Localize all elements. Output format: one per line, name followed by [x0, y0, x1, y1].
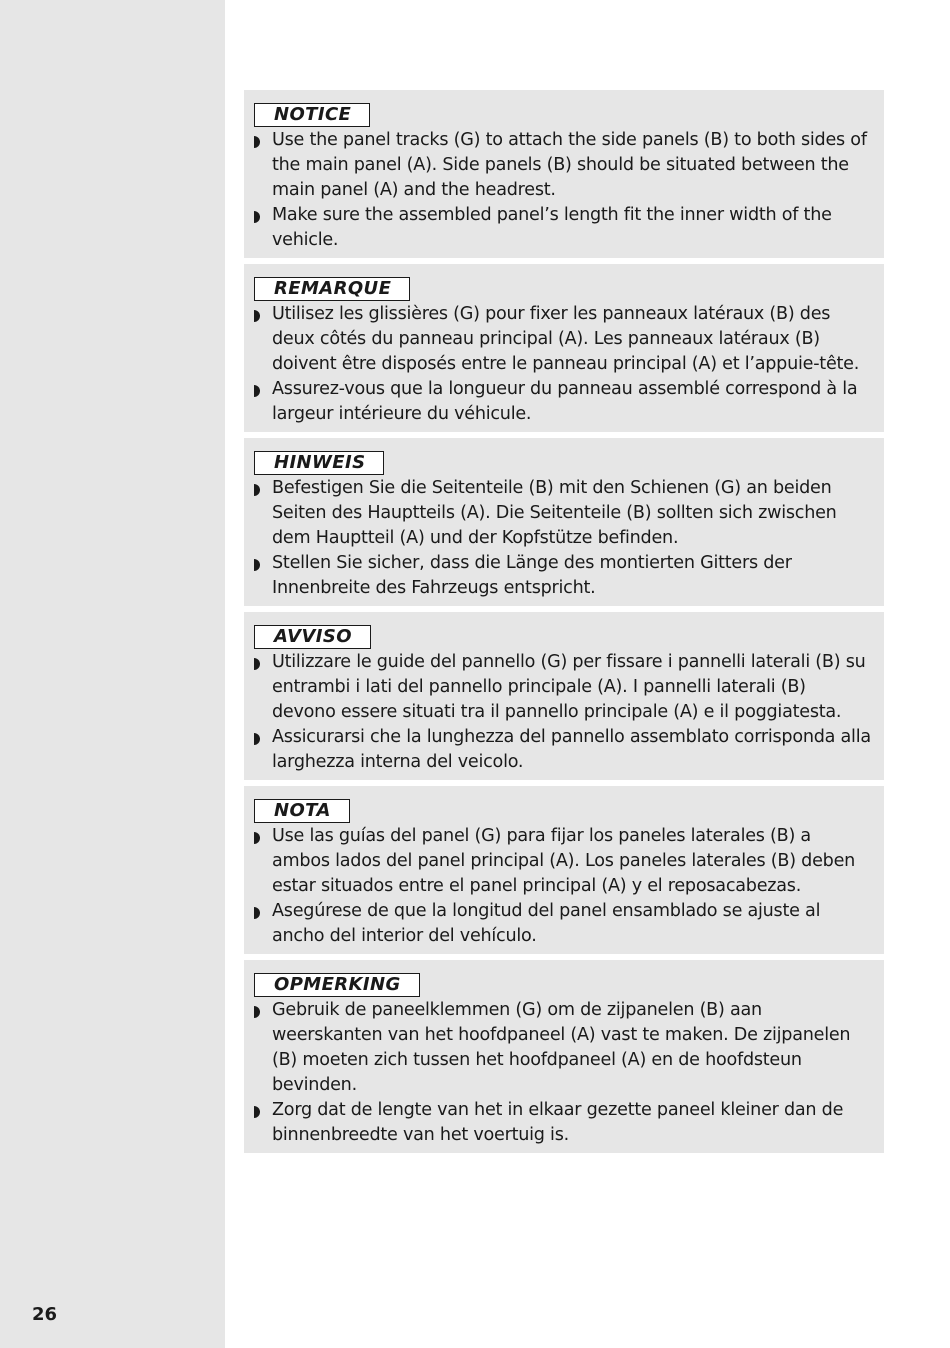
note-item	[254, 899, 874, 949]
half-circle-bullet-icon	[254, 484, 260, 496]
note-item-text: Use the panel tracks (G) to attach the side panels (B) to both sides of the main panel (A). Side panels (B) should be situated between the main panel (A) and the headrest.	[272, 130, 867, 200]
notes-column	[244, 90, 884, 1159]
note-box-avviso	[244, 612, 884, 780]
note-item-text: Gebruik de paneelklemmen (G) om de zijpanelen (B) aan weerskanten van het hoofdpaneel (A) vast te maken. De zijpanelen (B) moeten zich tussen het hoofdpaneel (A) en de hoofdsteun bevinden.	[272, 1000, 851, 1095]
note-box-nota	[244, 786, 884, 954]
note-item	[254, 302, 874, 377]
half-circle-bullet-icon	[254, 136, 260, 148]
note-item-text: Assicurarsi che la lunghezza del pannello assemblato corrisponda alla larghezza interna del veicolo.	[272, 727, 871, 772]
note-item-text: Zorg dat de lengte van het in elkaar gezette paneel kleiner dan de binnenbreedte van het voertuig is.	[272, 1100, 844, 1145]
half-circle-bullet-icon	[254, 733, 260, 745]
note-box-remarque	[244, 264, 884, 432]
note-item	[254, 128, 874, 203]
note-item-text: Utilizzare le guide del pannello (G) per fissare i pannelli laterali (B) su entrambi i lati del pannello principale (A). I pannelli laterali (B) devono essere situati tra il pannello principale (A) e il poggiatesta.	[272, 652, 866, 722]
note-label: AVVISO	[254, 625, 371, 649]
note-item	[254, 377, 874, 427]
note-item	[254, 1098, 874, 1148]
note-item-text: Befestigen Sie die Seitenteile (B) mit den Schienen (G) an beiden Seiten des Hauptteils (A). Die Seitenteile (B) sollten sich zwischen dem Hauptteil (A) und der Kopfstütze befinden.	[272, 478, 837, 548]
half-circle-bullet-icon	[254, 1006, 260, 1018]
note-label: OPMERKING	[254, 973, 420, 997]
note-list	[254, 650, 874, 775]
note-item	[254, 476, 874, 551]
note-item	[254, 824, 874, 899]
note-list	[254, 998, 874, 1148]
note-box-notice	[244, 90, 884, 258]
note-list	[254, 302, 874, 427]
half-circle-bullet-icon	[254, 658, 260, 670]
note-item-text: Utilisez les glissières (G) pour fixer les panneaux latéraux (B) des deux côtés du panneau principal (A). Les panneaux latéraux (B) doivent être disposés entre le panneau principal (A) et l’appuie-tête.	[272, 304, 860, 374]
half-circle-bullet-icon	[254, 559, 260, 571]
half-circle-bullet-icon	[254, 907, 260, 919]
note-item-text: Asegúrese de que la longitud del panel ensamblado se ajuste al ancho del interior del vehículo.	[272, 901, 821, 946]
note-item-text: Assurez-vous que la longueur du panneau assemblé correspond à la largeur intérieure du véhicule.	[272, 379, 858, 424]
note-item	[254, 725, 874, 775]
note-box-opmerking	[244, 960, 884, 1153]
note-item	[254, 998, 874, 1098]
note-label: REMARQUE	[254, 277, 410, 301]
note-label: NOTICE	[254, 103, 370, 127]
half-circle-bullet-icon	[254, 1106, 260, 1118]
note-list	[254, 476, 874, 601]
half-circle-bullet-icon	[254, 211, 260, 223]
note-item-text: Use las guías del panel (G) para fijar los paneles laterales (B) a ambos lados del panel principal (A). Los paneles laterales (B) deben estar situados entre el panel principal (A) y el reposacabezas.	[272, 826, 856, 896]
note-label: NOTA	[254, 799, 350, 823]
half-circle-bullet-icon	[254, 832, 260, 844]
note-item	[254, 551, 874, 601]
page-number: 26	[32, 1304, 58, 1325]
note-box-hinweis	[244, 438, 884, 606]
half-circle-bullet-icon	[254, 385, 260, 397]
note-item	[254, 650, 874, 725]
left-margin-band	[0, 0, 225, 1348]
note-item	[254, 203, 874, 253]
half-circle-bullet-icon	[254, 310, 260, 322]
note-item-text: Make sure the assembled panel’s length fit the inner width of the vehicle.	[272, 205, 832, 250]
note-label: HINWEIS	[254, 451, 384, 475]
note-item-text: Stellen Sie sicher, dass die Länge des montierten Gitters der Innenbreite des Fahrzeugs entspricht.	[272, 553, 792, 598]
note-list	[254, 824, 874, 949]
note-list	[254, 128, 874, 253]
